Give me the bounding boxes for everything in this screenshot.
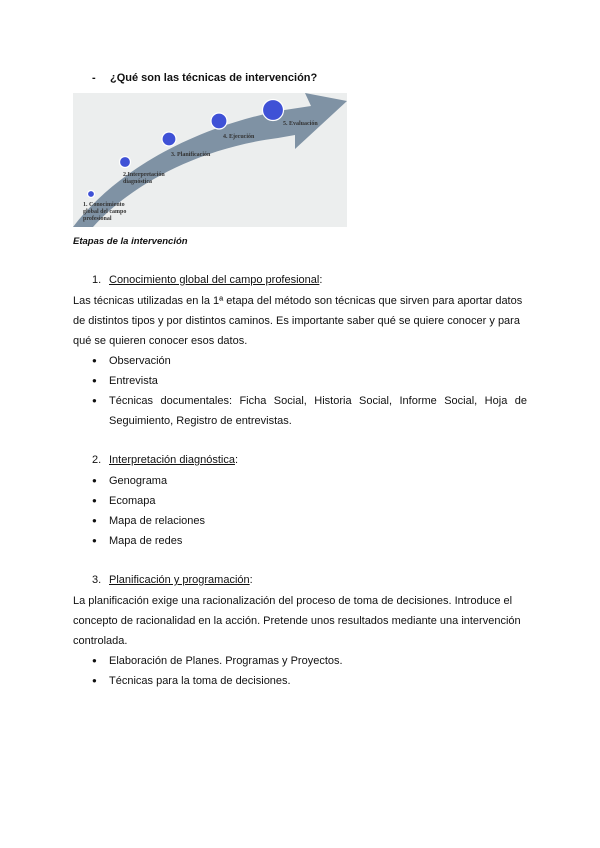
intervention-stages-figure <box>73 93 347 227</box>
stage-4-line-1: 4. Ejecución <box>223 134 255 140</box>
section-2-suffix: : <box>234 454 239 466</box>
list-item: ● Técnicas para la toma de decisiones. <box>92 671 527 691</box>
stage-1-line-1: 1. Conocimiento <box>83 202 125 208</box>
stage-1-line-2: global del campo <box>83 209 127 215</box>
stage-3-label <box>171 152 211 158</box>
list-item: ● Genograma <box>92 471 527 491</box>
list-item: ● Técnicas documentales: Ficha Social, Historia Social, Informe Social, Hoja de Seguimiento, Registro de entrevistas. <box>92 391 527 431</box>
section-2-title <box>92 454 238 466</box>
stage-2-circle <box>120 157 131 168</box>
stage-1-line-3: profesional <box>83 216 112 222</box>
section-3-paragraph-line-2: concepto de racionalidad en la acción. Pretende unos resultados mediante una intervención <box>73 615 521 627</box>
heading-text: ¿Qué son las técnicas de intervención? <box>110 72 318 84</box>
section-1-paragraph-line-3: qué se quieren conocer esos datos. <box>73 335 248 347</box>
section-1-paragraph <box>73 291 527 351</box>
stage-4-label <box>223 134 255 140</box>
section-3-suffix: : <box>249 574 253 586</box>
stage-1-circle <box>88 191 95 198</box>
list-item: ● Entrevista <box>92 371 527 391</box>
stage-2-line-1: 2.Interpretación <box>123 172 165 178</box>
section-1-bullet-list <box>92 351 527 431</box>
section-3-title <box>92 574 253 586</box>
figure-caption: Etapas de la intervención <box>73 236 188 247</box>
section-1-title-text: Conocimiento global del campo profesional <box>109 274 320 286</box>
stage-4-circle <box>211 113 227 129</box>
list-item: ● Observación <box>92 351 527 371</box>
stage-5-line-1: 5. Evaluación <box>283 121 318 127</box>
stage-1-label <box>83 202 128 222</box>
section-3-paragraph-line-1: La planificación exige una racionalización del proceso de toma de decisiones. Introduce el <box>73 595 513 607</box>
section-2-bullet-list <box>92 471 527 551</box>
stage-2-label <box>123 172 166 185</box>
stage-3-line-1: 3. Planificación <box>171 152 211 158</box>
stage-5-circle <box>263 100 284 121</box>
stage-5-label <box>283 121 318 127</box>
section-3-paragraph <box>73 591 527 651</box>
list-item: ● Mapa de redes <box>92 531 527 551</box>
section-3-title-text: Planificación y programación <box>109 574 250 586</box>
section-3-number: 3. <box>92 574 102 586</box>
list-item: ● Ecomapa <box>92 491 527 511</box>
section-heading <box>92 72 317 84</box>
section-1-title <box>92 274 322 286</box>
stage-2-line-2: diagnóstica <box>123 179 153 185</box>
section-1-paragraph-line-2: de distintos tipos y por distintos caminos. Es importante saber qué se quiere conocer y para <box>73 315 520 327</box>
list-item: ● Elaboración de Planes. Programas y Proyectos. <box>92 651 527 671</box>
section-2-title-text: Interpretación diagnóstica <box>109 454 235 466</box>
stage-3-circle <box>162 132 176 146</box>
list-item: ● Mapa de relaciones <box>92 511 527 531</box>
section-2-number: 2. <box>92 454 102 466</box>
section-3-bullet-list <box>92 651 527 691</box>
heading-dash: - <box>92 72 96 84</box>
section-1-paragraph-line-1: Las técnicas utilizadas en la 1ª etapa del método son técnicas que sirven para aportar datos <box>73 295 523 307</box>
section-3-paragraph-line-3: controlada. <box>73 635 128 647</box>
section-1-number: 1. <box>92 274 102 286</box>
section-1-suffix: : <box>319 274 323 286</box>
